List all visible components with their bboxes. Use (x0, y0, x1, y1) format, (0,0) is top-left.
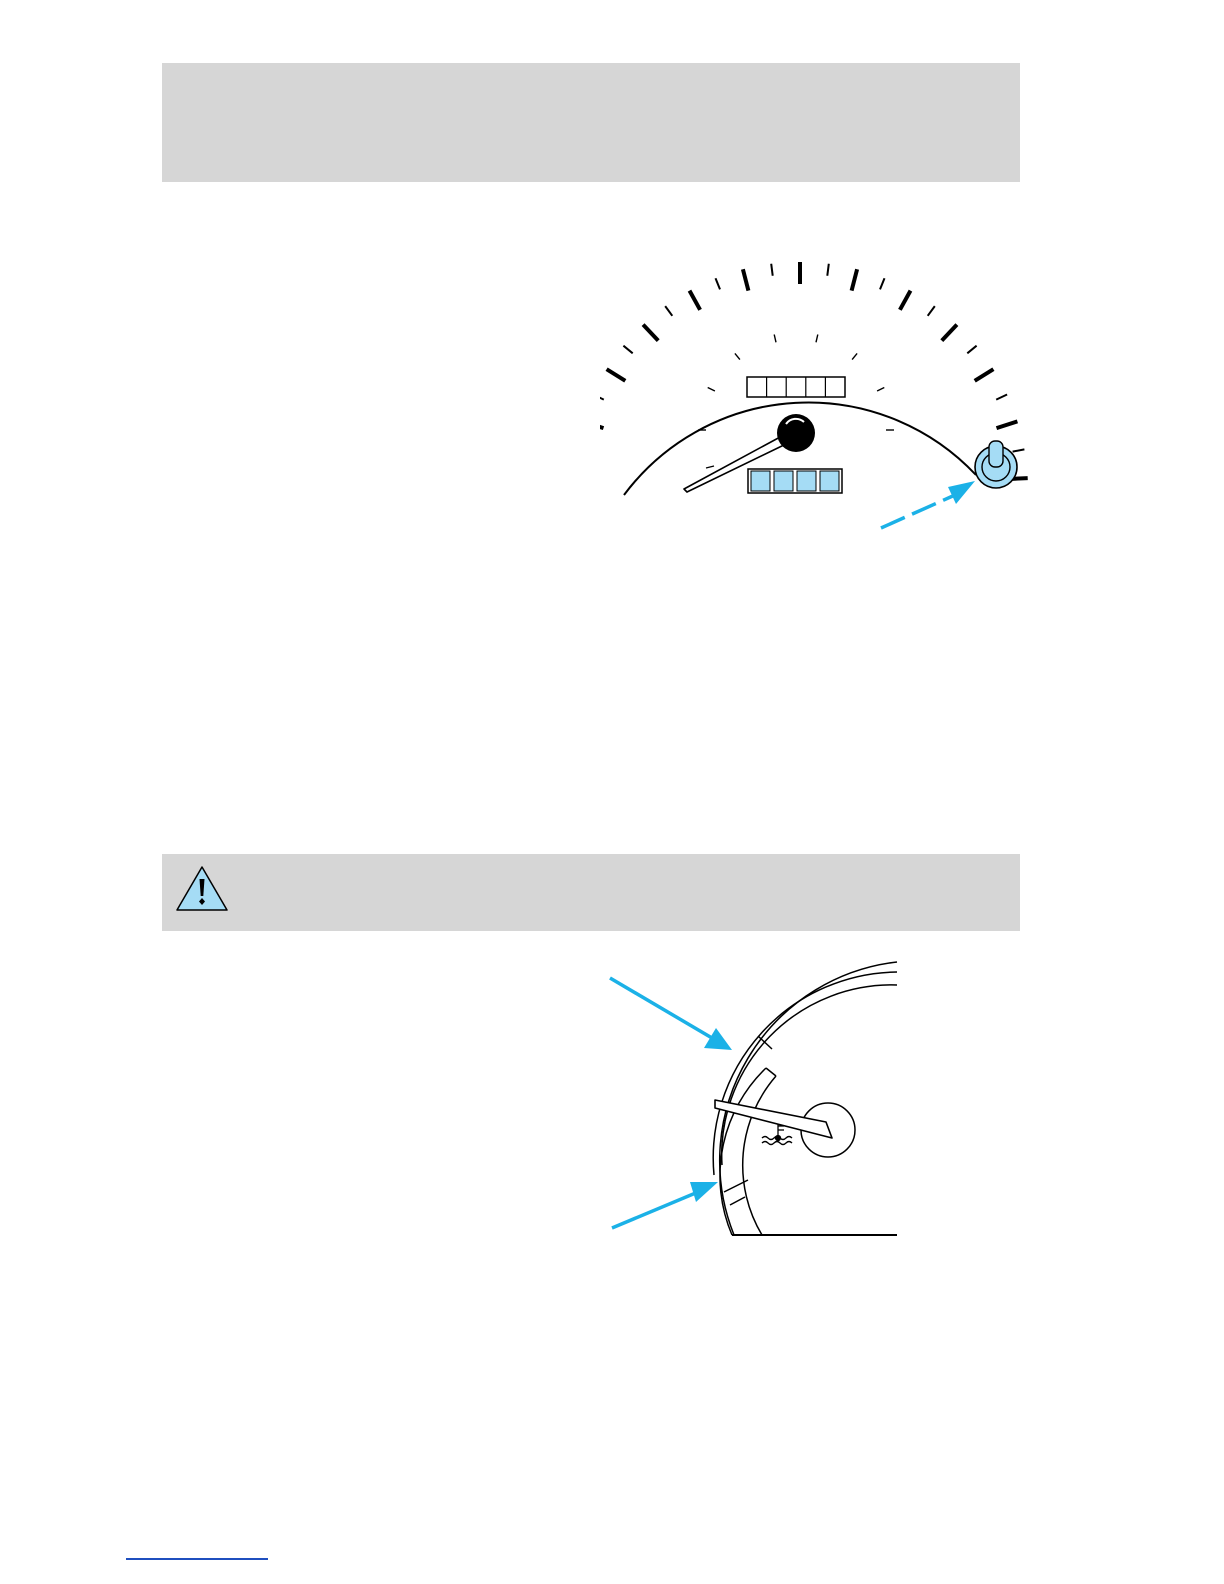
inner-tick (852, 353, 857, 359)
temperature-gauge-illustration (600, 950, 910, 1250)
speedometer-outer-ticks (600, 262, 1028, 479)
minor-tick (623, 346, 632, 354)
major-tick (997, 421, 1018, 428)
hot-zone-pointer-arrow (610, 978, 712, 1038)
footer-link-rule (126, 1558, 268, 1560)
warning-band (162, 854, 1020, 931)
minor-tick (827, 264, 829, 276)
trip-reset-knob-icon (975, 441, 1017, 488)
warning-triangle-icon (174, 864, 230, 914)
major-tick (690, 291, 701, 310)
minor-tick (996, 395, 1007, 400)
major-tick (643, 325, 658, 341)
speedometer-illustration (600, 240, 1030, 540)
minor-tick (771, 264, 773, 276)
inner-tick (877, 388, 884, 392)
minor-tick (716, 278, 721, 289)
temperature-gauge-needle (715, 1100, 832, 1138)
inner-tick (735, 353, 740, 359)
minor-tick (665, 306, 672, 316)
inner-tick (708, 388, 715, 392)
minor-tick (967, 346, 976, 354)
inner-tick (816, 335, 818, 343)
major-tick (900, 291, 911, 310)
minor-tick (600, 395, 604, 400)
minor-tick (928, 306, 935, 316)
major-tick (607, 369, 626, 381)
odometer-display (747, 377, 845, 397)
major-tick (600, 421, 604, 428)
inner-tick (774, 335, 776, 343)
section-header-band (162, 63, 1020, 182)
minor-tick (1013, 449, 1025, 451)
major-tick (975, 369, 994, 381)
major-tick (743, 269, 749, 290)
trip-odometer-display (748, 469, 842, 493)
minor-tick (880, 278, 885, 289)
reset-button-pointer-arrow (881, 495, 955, 528)
major-tick (852, 269, 858, 290)
major-tick (942, 325, 957, 341)
cold-zone-pointer-arrow (612, 1192, 698, 1228)
